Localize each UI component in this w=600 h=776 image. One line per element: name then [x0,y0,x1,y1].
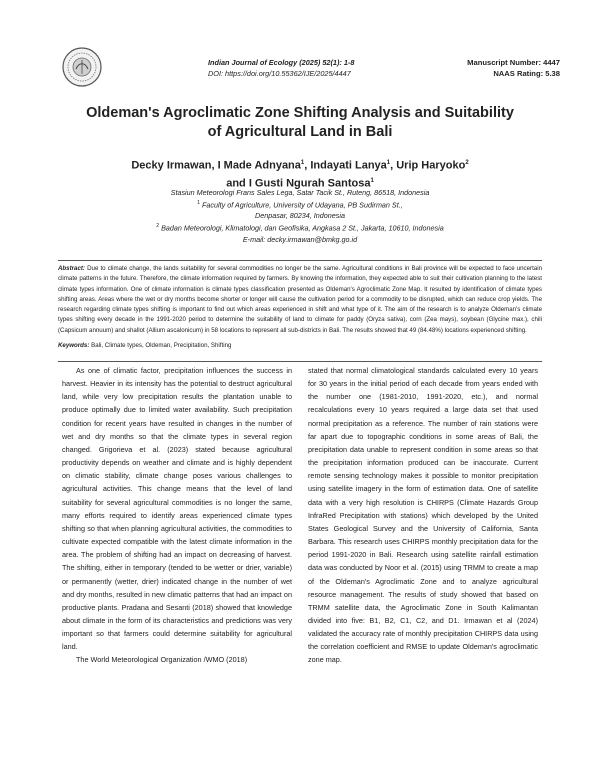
author-4-affil: 2 [465,160,469,166]
affiliation-1-cont: Denpasar, 80234, Indonesia [255,211,345,221]
affiliation-0: Stasiun Meteorologi Frans Sales Lega, Satar Tacik St., Ruteng, 86518, Indonesia [170,188,430,197]
body-column-right [308,364,538,667]
keywords-label: Keywords: [58,342,90,349]
affiliation-1 [40,198,560,210]
naas-rating: NAAS Rating: 5.38 [493,69,560,78]
affiliation-1-mark: 1 [197,200,201,206]
manuscript-info [420,57,560,79]
journal-citation [208,57,408,79]
author-5: and I Gusti Ngurah Santosa [226,177,371,190]
corresponding-email[interactable]: E-mail: decky.irmawan@bmkg.go.id [242,234,358,244]
paragraph: The World Meteorological Organization /WMO (2018) [76,655,248,665]
abstract-text: Due to climate change, the lands suitability for several commodities no longer be the same. Agricultural conditions in Bali province will be expected to face uncertain climate patterns in the future. Therefore, the climate information required by farmers. By knowing the information, they expected able to suit their cultivation planning to the latest climate types information. One of climate information is climate types classification presented as Oldeman's Agroclimatic Zone Map. It resulted by identification of climate types shifting areas. Areas where the wet or dry months become shorter or longer will cause the cultivation period for a commodity to be disrupted, which can reduce crop yields. The research regarding climate types shifting is important to find out which areas experienced in shift and what type of it. The aim of the research is to analyze Oldeman's climate types shifting every decade in the 1991-2020 period to determine the suitability of land to climate for paddy (Oryza sativa), corn (Zea mays), soybean (Glycine max.), chili (Capsicum annuum) and shallot (Allium ascalonicum) in 58 locations to represent all sub-districts in Bali. The results showed that 49 (84.48%) locations experienced shifting. [58,265,542,334]
title-line-1: Oldeman's Agroclimatic Zone Shifting Analysis and Suitability [86,105,514,121]
author-2-affil: 1 [300,160,305,166]
keywords [58,341,542,351]
author-4: , Urip Haryoko [390,159,466,172]
affiliations [40,187,560,245]
author-line-1 [40,156,560,174]
affiliation-2-mark: 2 [156,223,160,230]
body-column-left [62,364,292,667]
doi-link[interactable]: DOI: https://doi.org/10.55362/IJE/2025/4447 [208,69,351,78]
affiliation-1-text: Faculty of Agriculture, University of Udayana, PB Sudirman St., [202,200,403,210]
author-3: , Indayati Lanya [304,159,387,172]
affiliation-2-text: Badan Meteorologi, Klimatologi, dan Geofisika, Angkasa 2 St., Jakarta, 10610, Indonesia [161,223,444,233]
paragraph: As one of climatic factor, precipitation influences the success in harvest. Heavier in its intensity has the potential to destruct agricultural land, while very low precipitation results the plantation unable to produce optimally due to limited water availability. Such precipitation condition for recent years have resulted in changes in the number of wet and dry months so that the climate types in several region changed. Grigorieva et al. (2023) stated because agricultural productivity depends on weather and climate and is highly dependent on climatic stability, climate change poses various challenges to agricultural activities. This change means that the level of land suitability for several agricultural commodities is no longer the same, many efforts required to identify areas experienced climate types shifting so that when planning agricultural activities, the commodities to cultivate expected compatible with the latest climate information in the area. The problem of shifting had an impact on decreasing of harvest. The shifting, either in temporary (tended to be wetter or drier, variable) or permanently (wetter, drier) indicated change in the number of wet and dry months, resulted in new climatic patterns that had an impact on productive plants. Pradana and Sesanti (2018) showed that knowledge about climate in the form of its characteristics and predictions was very important so that farmers could determine suitability for agricultural land. [62,366,292,652]
manuscript-number: Manuscript Number: 4447 [467,58,560,67]
title-line-2: of Agricultural Land in Bali [207,123,393,140]
journal-logo [62,47,102,87]
author-5-affil: 1 [370,177,374,184]
author-1: Decky Irmawan, [131,159,218,172]
author-3-affil: 1 [386,160,391,166]
paper-title [40,104,560,141]
abstract [58,264,542,336]
abstract-label: Abstract: [58,265,85,272]
keywords-text: Bali, Climate types, Oldeman, Precipitation, Shifting [91,342,232,349]
journal-title: Indian Journal of Ecology (2025) 52(1): 1-8 [208,58,355,67]
author-2: I Made Adnyana [217,159,301,172]
affiliation-2 [40,221,560,233]
paragraph: stated that normal climatological standards calculated every 10 years for 30 years in the initial period of each decade from years ended with the number one (1981-2010, 1991-2020, etc.), and normal recalculations every 10 years required a large data set that used normal precipitation as a reference. The number of rain stations were far apart due to topographic conditions in some areas of Bali, the precipitation data unable to represent condition in some areas so that the precipitation information produced can be inaccurate. Current remote sensing technology makes it possible to monitor precipitation using satellite imagery in the form of estimation data. One of satellite data with a very high resolution is CHIRPS (Climate Hazards Group InfraRed Precipitation with stations) which developed by the United States Geological Survey and the University of California, Santa Barbara. This research uses CHIRPS monthly precipitation data for the period 1991-2020 in Bali. Research using satellite rainfall estimation data was conducted by Noor et al. (2015) using TRMM to create a map of the Oldeman's Agroclimatic Zone and to analyze agricultural resource management. The results of study showed that based on TRMM satellite data, the Agroclimatic Zone in South Kalimantan divided into five: B1, B2, C1, C2, and D1. Irmawan et al (2024) validated the accuracy rate of monthly precipitation CHIRPS data using the correlation coefficient and RMSE to update Oldeman's agroclimatic zone map. [308,366,538,665]
journal-seal-icon [62,47,102,87]
